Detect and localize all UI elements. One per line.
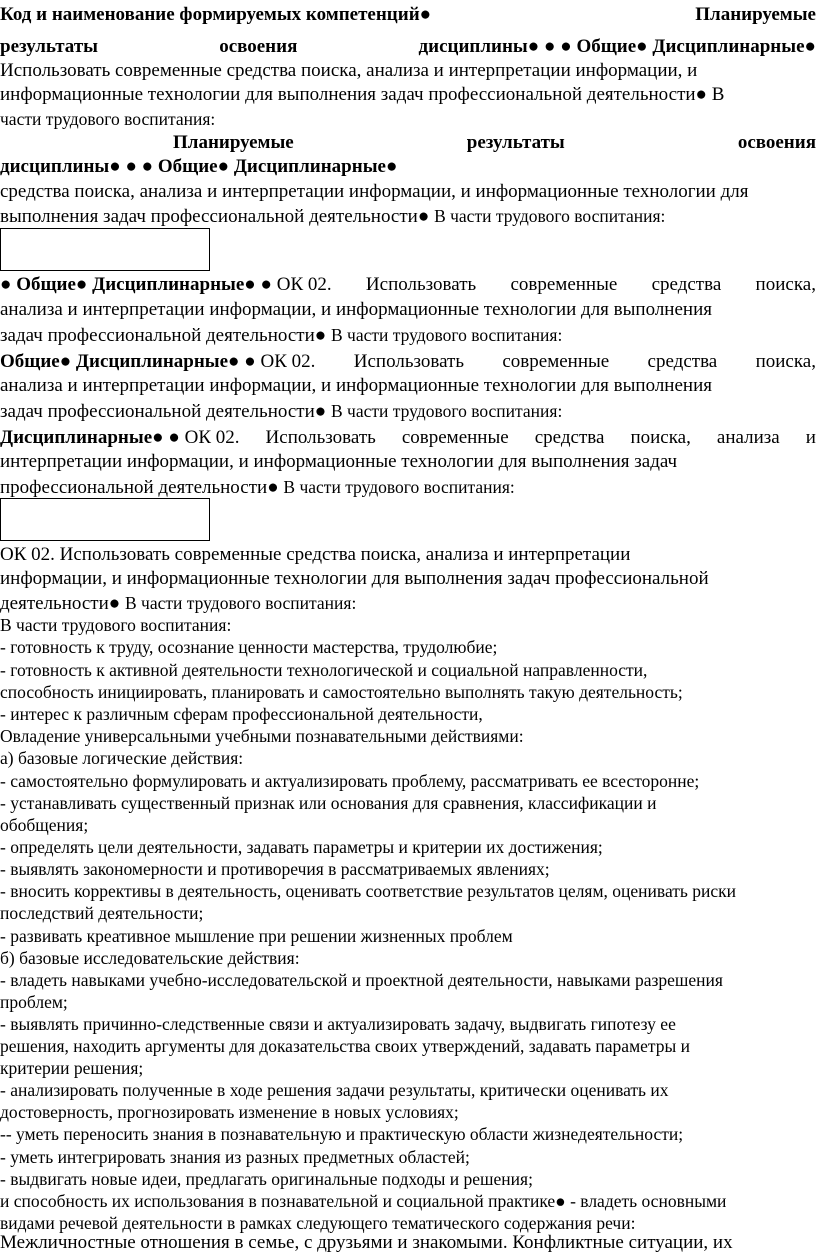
text-line <box>0 681 816 704</box>
text-segment: В части трудового воспитания: <box>434 206 666 226</box>
text-segment: освоения <box>219 36 298 57</box>
text-segment: и способность их использования в познавательной и социальной практике● - владеть основными <box>0 1191 727 1211</box>
text-line <box>0 592 816 615</box>
text-line <box>0 274 816 296</box>
text-segment: анализа и интерпретации информации, и информационные технологии для выполнения <box>0 375 712 396</box>
text-segment: Планируемые <box>173 132 294 153</box>
text-segment: ОК 02. Использовать современные средства поиска, анализа и интерпретации <box>0 544 631 565</box>
text-line <box>0 1035 816 1058</box>
text-line <box>0 324 816 347</box>
text-segment: - выдвигать новые идеи, предлагать оригинальные подходы и решения; <box>0 1169 533 1189</box>
text-segment: деятельности● <box>0 593 125 614</box>
text-line <box>0 659 816 682</box>
text-segment: критерии решения; <box>0 1058 144 1078</box>
text-line <box>0 925 816 948</box>
text-line <box>0 858 816 881</box>
text-line <box>0 156 816 178</box>
text-segment: Использовать <box>353 351 465 372</box>
text-line <box>0 703 816 726</box>
text-segment: - уметь интегрировать знания из разных предметных областей; <box>0 1147 470 1167</box>
text-line <box>0 544 816 566</box>
text-segment: способность инициировать, планировать и самостоятельно выполнять такую деятельность; <box>0 682 683 702</box>
text-segment: поиска, <box>755 351 816 372</box>
text-line <box>0 427 816 449</box>
text-segment: б) базовые исследовательские действия: <box>0 948 300 968</box>
text-segment: В части трудового воспитания: <box>0 615 232 635</box>
text-line <box>0 725 816 748</box>
text-line <box>0 947 816 970</box>
text-segment: а) базовые логические действия: <box>0 748 244 768</box>
text-line <box>0 1057 816 1080</box>
text-segment: - определять цели деятельности, задавать параметры и критерии их достижения; <box>0 837 603 857</box>
text-segment: - выявлять закономерности и противоречия в рассматриваемых явлениях; <box>0 859 550 879</box>
text-segment: - владеть навыками учебно-исследовательской и проектной деятельности, навыками разрешения <box>0 970 723 990</box>
text-line <box>0 1190 816 1213</box>
text-line <box>0 747 816 770</box>
text-line <box>0 1168 816 1191</box>
text-segment: задач профессиональной деятельности● <box>0 401 331 422</box>
text-line <box>0 84 816 106</box>
text-line <box>0 1123 816 1146</box>
text-line <box>0 205 816 228</box>
text-segment: - интерес к различным сферам профессиональной деятельности, <box>0 704 483 724</box>
text-segment: решения, находить аргументы для доказательства своих утверждений, задавать параметры и <box>0 1036 691 1056</box>
text-line <box>0 108 816 131</box>
text-line <box>0 792 816 815</box>
text-segment: дисциплины● ● ● Общие● Дисциплинарные● <box>418 36 816 57</box>
text-line <box>0 1146 816 1169</box>
text-segment: В части трудового воспитания: <box>331 325 563 345</box>
text-segment: результаты <box>0 36 98 57</box>
text-segment: Планируемые <box>695 4 816 25</box>
text-segment: Дисциплинарные● ● ОК 02. <box>0 427 240 448</box>
text-line <box>0 1013 816 1036</box>
text-segment: средства <box>647 351 718 372</box>
text-segment: - анализировать полученные в ходе решения задачи результаты, критически оценивать их <box>0 1080 669 1100</box>
text-segment: анализа <box>716 427 780 448</box>
text-segment: ● Общие● Дисциплинарные● ● ОК 02. <box>0 274 332 295</box>
text-segment: -- уметь переносить знания в познавательную и практическую области жизнедеятельности; <box>0 1124 684 1144</box>
text-segment: достоверность, прогнозировать изменение в новых условиях; <box>0 1102 459 1122</box>
text-line <box>0 4 816 26</box>
text-segment: - готовность к активной деятельности технологической и социальной направленности, <box>0 660 648 680</box>
text-segment: средства <box>651 274 722 295</box>
text-line <box>0 60 816 82</box>
text-segment: задач профессиональной деятельности● <box>0 325 331 346</box>
text-segment: дисциплины● ● ● Общие● Дисциплинарные● <box>0 156 398 177</box>
text-line <box>0 1101 816 1124</box>
text-segment: освоения <box>737 132 816 153</box>
text-line <box>0 614 816 637</box>
text-line <box>0 568 816 590</box>
text-segment: результаты <box>466 132 565 153</box>
text-segment: профессиональной деятельности● <box>0 477 284 498</box>
text-segment: - выявлять причинно-следственные связи и актуализировать задачу, выдвигать гипотезу ее <box>0 1014 676 1034</box>
text-segment: информации, и информационные технологии для выполнения задач профессиональной <box>0 568 709 589</box>
text-segment: Использовать <box>365 274 477 295</box>
text-segment: Код и наименование формируемых компетенций● <box>0 4 432 25</box>
text-segment: Межличностные отношения в семье, с друзьями и знакомыми. Конфликтные ситуации, их <box>0 1232 733 1253</box>
text-line <box>0 375 816 397</box>
text-line <box>0 991 816 1014</box>
text-segment: и <box>805 427 816 448</box>
text-line <box>0 880 816 903</box>
text-line <box>0 770 816 793</box>
text-line <box>0 299 816 321</box>
text-line <box>0 636 816 659</box>
text-segment: - вносить коррективы в деятельность, оценивать соответствие результатов целям, оценивать риски <box>0 881 737 901</box>
text-line <box>0 132 816 154</box>
text-segment: интерпретации информации, и информационные технологии для выполнения задач <box>0 451 678 472</box>
text-segment: В части трудового воспитания: <box>331 401 563 421</box>
text-segment: анализа и интерпретации информации, и информационные технологии для выполнения <box>0 299 712 320</box>
text-segment: - самостоятельно формулировать и актуализировать проблему, рассматривать ее всесторонне; <box>0 771 700 791</box>
text-segment: средства <box>534 427 605 448</box>
text-line <box>0 181 816 203</box>
text-segment: выполнения задач профессиональной деятельности● <box>0 206 435 227</box>
text-segment: - готовность к труду, осознание ценности мастерства, трудолюбие; <box>0 637 498 657</box>
text-segment: обобщения; <box>0 815 89 835</box>
text-line <box>0 36 816 58</box>
text-segment: современные <box>401 427 509 448</box>
text-segment: последствий деятельности; <box>0 903 204 923</box>
text-segment: поиска, <box>755 274 816 295</box>
text-segment: видами речевой деятельности в рамках следующего тематического содержания речи: <box>0 1213 636 1233</box>
text-segment: поиска, <box>630 427 691 448</box>
text-segment: современные <box>502 351 610 372</box>
text-segment: - устанавливать существенный признак или основания для сравнения, классификации и <box>0 793 657 813</box>
text-segment: информационные технологии для выполнения задач профессиональной деятельности● В <box>0 84 725 105</box>
text-segment: Использовать современные средства поиска, анализа и интерпретации информации, и <box>0 60 698 81</box>
text-segment: Овладение универсальными учебными познавательными действиями: <box>0 726 524 746</box>
text-line <box>0 814 816 837</box>
empty-frame <box>0 498 210 541</box>
text-segment: современные <box>510 274 618 295</box>
text-segment: Использовать <box>265 427 376 448</box>
text-segment: - развивать креативное мышление при решении жизненных проблем <box>0 926 513 946</box>
text-segment: средства поиска, анализа и интерпретации информации, и информационные технологии для <box>0 181 749 202</box>
text-line <box>0 351 816 373</box>
text-line <box>0 969 816 992</box>
text-segment: В части трудового воспитания: <box>283 477 515 497</box>
text-line <box>0 400 816 423</box>
text-line <box>0 902 816 925</box>
text-line <box>0 476 816 499</box>
text-segment: проблем; <box>0 992 68 1012</box>
text-segment: Общие● Дисциплинарные● ● ОК 02. <box>0 351 316 372</box>
text-segment: В части трудового воспитания: <box>125 593 357 613</box>
text-line <box>0 451 816 473</box>
text-line <box>0 1079 816 1102</box>
empty-frame <box>0 228 210 271</box>
text-line <box>0 836 816 859</box>
text-line <box>0 1232 816 1253</box>
text-segment: части трудового воспитания: <box>0 109 216 129</box>
